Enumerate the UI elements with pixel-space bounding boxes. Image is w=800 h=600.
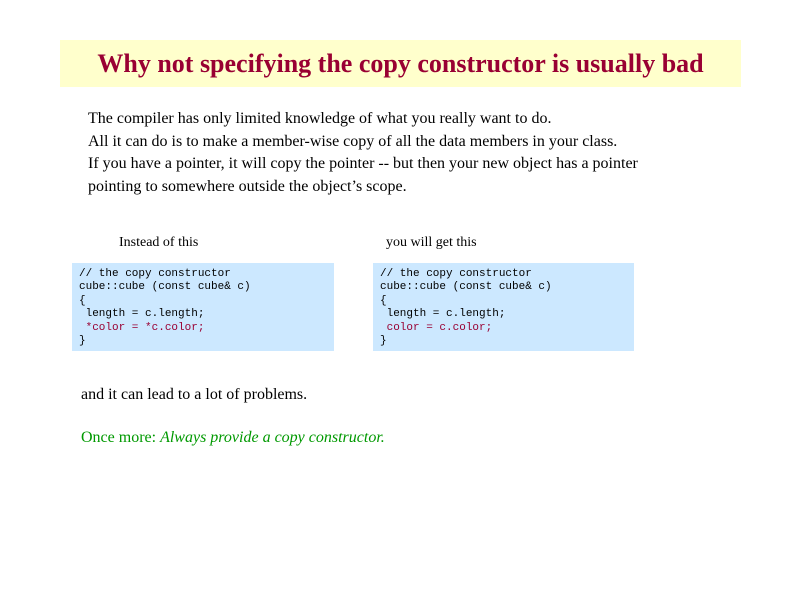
code-line: // the copy constructor	[79, 268, 231, 280]
highlighted-code-line: color = c.color;	[380, 321, 493, 334]
code-line: }	[79, 335, 86, 348]
default-code-block	[373, 263, 634, 351]
intro-line: pointing to somewhere outside the object’s scope.	[88, 177, 407, 195]
code-line: cube::cube (const cube& c)	[380, 281, 552, 294]
code-line: {	[380, 294, 387, 307]
code-line: cube::cube (const cube& c)	[79, 281, 251, 294]
code-line: {	[79, 294, 86, 307]
conclusion-text: and it can lead to a lot of problems.	[81, 386, 308, 403]
left-caption: Instead of this	[119, 235, 199, 250]
code-line: length = c.length;	[380, 308, 506, 321]
title-banner	[60, 40, 741, 87]
code-line: }	[380, 335, 387, 348]
once-more-emphasis: Always provide a copy constructor.	[160, 429, 385, 446]
slide-title: Why not specifying the copy constructor is usually bad	[97, 49, 704, 78]
intro-line: All it can do is to make a member-wise copy of all the data members in your class.	[88, 132, 618, 150]
intended-code-block	[72, 263, 334, 351]
code-line: length = c.length;	[79, 308, 205, 321]
intro-paragraph	[88, 108, 728, 198]
intro-line: The compiler has only limited knowledge of what you really want to do.	[88, 110, 552, 127]
intro-line: If you have a pointer, it will copy the pointer -- but then your new object has a pointer	[88, 155, 638, 172]
once-more-note	[81, 428, 385, 448]
code-line: // the copy constructor	[380, 268, 532, 280]
highlighted-code-line: *color = *c.color;	[79, 321, 205, 334]
right-caption: you will get this	[386, 235, 477, 250]
once-more-label: Once more:	[81, 429, 161, 446]
